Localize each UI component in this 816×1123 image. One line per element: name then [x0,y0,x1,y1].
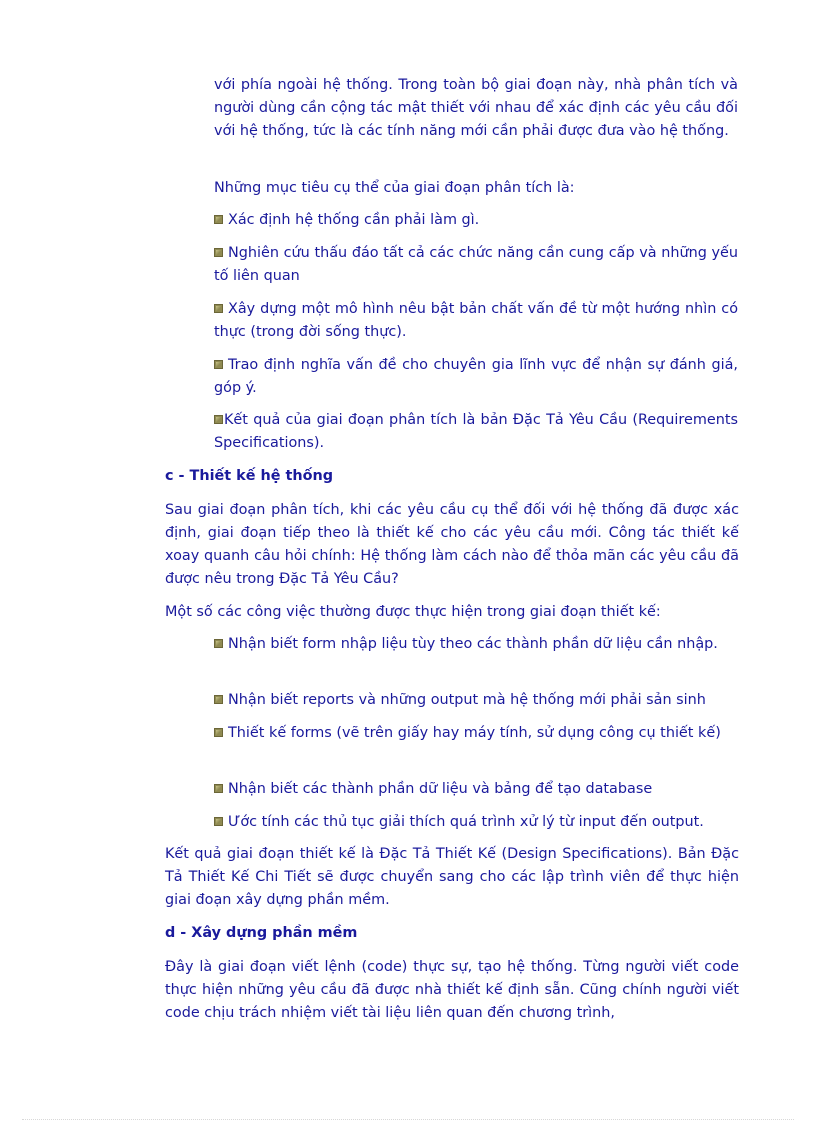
bullet-icon [214,695,223,704]
list-item: Kết quả của giai đoạn phân tích là bản Đặc Tả Yêu Cầu (Requirements Specifications). [214,412,738,451]
bullet-icon [214,415,223,424]
intro-paragraph: với phía ngoài hệ thống. Trong toàn bộ giai đoạn này, nhà phân tích và người dùng cần cộng tác mật thiết với nhau để xác định các yêu cầu đối với hệ thống, tức là các tính năng mới cần phải được đưa vào hệ thống. [214,77,738,139]
bullet-icon [214,728,223,737]
footer-divider [22,1119,794,1120]
list-item: Xác định hệ thống cần phải làm gì. [214,209,738,232]
list-item: Ước tính các thủ tục giải thích quá trình xử lý từ input đến output. [214,811,738,834]
bullet-icon [214,215,223,224]
list-item: Nghiên cứu thấu đáo tất cả các chức năng cần cung cấp và những yếu tố liên quan [214,245,738,284]
analysis-goals-intro: Những mục tiêu cụ thể của giai đoạn phân tích là: [214,180,575,196]
bullet-icon [214,304,223,313]
bullet-icon [214,817,223,826]
bullet-icon [214,639,223,648]
design-tasks-intro: Một số các công việc thường được thực hiện trong giai đoạn thiết kế: [165,604,661,620]
section-heading-design: c - Thiết kế hệ thống [165,468,334,484]
bullet-icon [214,248,223,257]
design-paragraph: Sau giai đoạn phân tích, khi các yêu cầu cụ thể đối với hệ thống đã được xác định, giai đoạn tiếp theo là thiết kế cho các yêu cầu mới. Công tác thiết kế xoay quanh câu hỏi chính: Hệ thống làm cách nào để thỏa mãn các yêu cầu đã được nêu trong Đặc Tả Yêu Cầu? [165,502,739,587]
list-item: Nhận biết form nhập liệu tùy theo các thành phần dữ liệu cần nhập. [214,633,738,656]
bullet-icon [214,360,223,369]
bullet-icon [214,784,223,793]
list-item: Xây dựng một mô hình nêu bật bản chất vấn đề từ một hướng nhìn có thực (trong đời sống thực). [214,301,738,340]
design-result-paragraph: Kết quả giai đoạn thiết kế là Đặc Tả Thiết Kế (Design Specifications). Bản Đặc Tả Thiết Kế Chi Tiết sẽ được chuyển sang cho các lập trình viên để thực hiện giai đoạn xây dựng phần mềm. [165,846,739,908]
list-item: Thiết kế forms (vẽ trên giấy hay máy tính, sử dụng công cụ thiết kế) [214,722,738,745]
build-paragraph: Đây là giai đoạn viết lệnh (code) thực sự, tạo hệ thống. Từng người viết code thực hiện những yêu cầu đã được nhà thiết kế định sẵn. Cũng chính người viết code chịu trách nhiệm viết tài liệu liên quan đến chương trình, [165,959,739,1021]
list-item: Nhận biết các thành phần dữ liệu và bảng để tạo database [214,778,738,801]
list-item: Nhận biết reports và những output mà hệ thống mới phải sản sinh [214,689,738,712]
section-heading-build: d - Xây dựng phần mềm [165,925,358,941]
list-item: Trao định nghĩa vấn đề cho chuyên gia lĩnh vực để nhận sự đánh giá, góp ý. [214,357,738,396]
